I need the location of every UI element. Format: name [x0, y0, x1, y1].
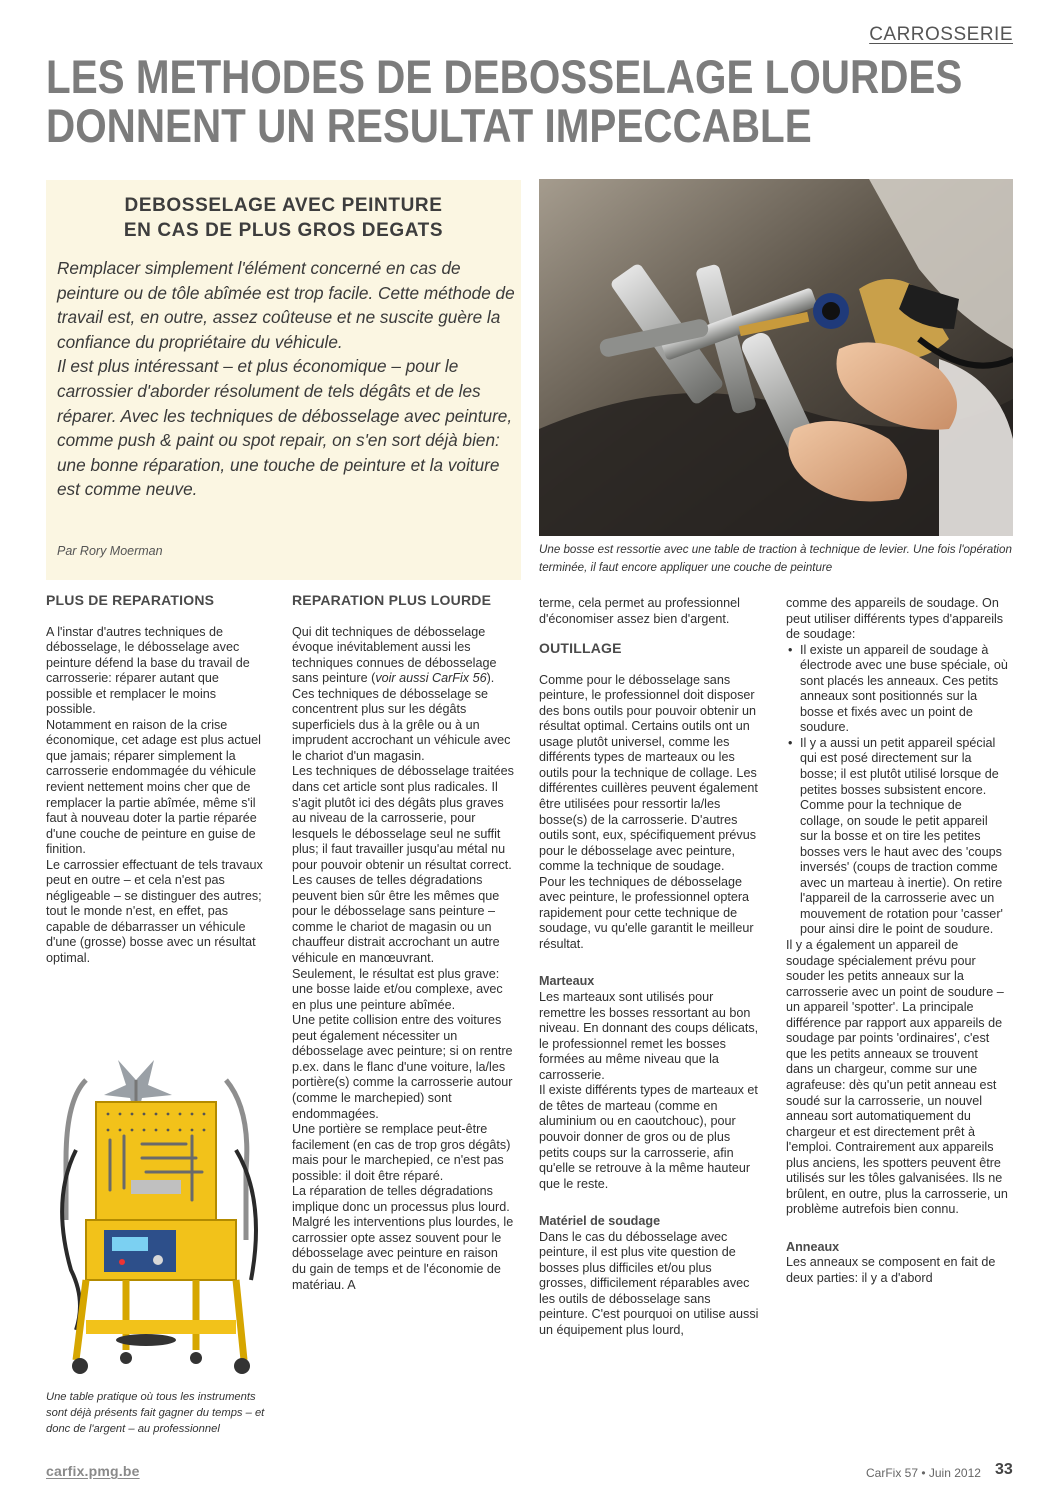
col2-paragraph-8: Malgré les interventions plus lourdes, le carrossier opte assez souvent pour le débosselage avec peinture en raison du gain de temps et de l'économie de matériau. A [292, 1215, 514, 1292]
headline-line-2: DONNENT UN RESULTAT IMPECCABLE [46, 99, 812, 152]
intro-title-line-1: DEBOSSELAGE AVEC PEINTURE [124, 195, 443, 216]
col2-paragraph-4: Seulement, le résultat est plus grave: une bosse laide et/ou complexe, avec en plus une peinture abîmée. [292, 966, 503, 1012]
col3-heading: OUTILLAGE [539, 640, 622, 657]
subheading-marteaux: Marteaux [539, 974, 595, 989]
col2-paragraph-2: Les techniques de débosselage traitées dans cet article sont plus radicales. Il s'agit plutôt ici des dégâts plus graves au niveau de la carrosserie, pour lesquels le débosselage seul ne suffit plus; il faut travailler jusqu'au métal nu pour pouvoir obtenir un résultat correct. [292, 764, 514, 872]
col3-paragraph-3: Les marteaux sont utilisés pour remettre les bosses ressortant au bon niveau. En donnant des coups délicats, le professionnel remet les bosses formées au même niveau que la carrosserie. [539, 990, 759, 1082]
footer-website-link[interactable]: carfix.pmg.be [46, 1463, 140, 1479]
page-number: 33 [995, 1461, 1013, 1478]
bullet-dot: • [788, 735, 793, 750]
intro-paragraph-2: Il est plus intéressant – et plus économique – pour le carrossier d'aborder résolument de tels dégâts et de les réparer. Avec les techniques de débosselage avec peinture, comme push & paint ou spot repair, on s'en sort déjà bien: une bonne réparation, une touche de peinture et la voiture est comme neuve. [57, 356, 513, 500]
subheading-materiel-de-soudage: Matériel de soudage [539, 1214, 661, 1229]
headline [46, 50, 963, 152]
bullet-text-1: Il existe un appareil de soudage à électrode avec une buse spéciale, où sont placés les anneaux. Ces petits anneaux sont positionnés sur la bosse et fixés avec un point de soudure. [800, 642, 1008, 735]
bullet-item-1 [786, 643, 1008, 736]
headline-line-1: LES METHODES DE DEBOSSELAGE LOURDES [46, 50, 963, 103]
col3-paragraph-5: Dans le cas du débosselage avec peinture, il est plus vite question de bosses plus difficiles et/ou plus grosses, difficilement réparables avec les outils de débosselage sans peinture. C'est pourquoi on utilise aussi un équipement plus lourd, [539, 1229, 759, 1337]
spacer [539, 952, 761, 974]
col3-paragraph-2: Pour les techniques de débosselage avec peinture, le professionnel optera rapidement pour cette technique de soudage, vu qu'elle garantit le meilleur résultat. [539, 874, 754, 951]
col3-paragraph-1: Comme pour le débosselage sans peinture, le professionnel doit disposer des bons outils pour pouvoir obtenir un résultat optimal. Certains outils ont un usage plutôt universel, comme les différents types de marteaux ou les outils pour la technique de collage. Les différentes cuillères peuvent également être utilisées pour ressortir la/les bosse(s) de la carrosserie. D'autres outils sont, eux, spécifiquement prévus pour le débosselage avec peinture, comme la technique de soudage. [539, 672, 758, 874]
intro-title [46, 193, 521, 243]
footer-issue: CarFix 57 • Juin 2012 [866, 1466, 981, 1480]
rig-caption: Une table pratique où tous les instruments sont déjà présents fait gagner du temps – et donc de l'argent – au professionnel [46, 1391, 265, 1435]
col1-paragraph-2: Notamment en raison de la crise économique, cet adage est plus actuel que jamais; réparer simplement la carrosserie endommagée du véhicule revient nettement moins cher que de remplacer la partie abîmée, même s'il faut à nouveau doter la partie réparée d'une couche de peinture en guise de finition. [46, 717, 261, 857]
col2-p1-text-b: ). Ces techniques de débosselage se concentrent plus sur les dégâts superficiels dus à la grêle ou à un imprudent accrochant un véhicule avec le chariot d'un magasin. [292, 671, 511, 763]
bullet-dot: • [788, 642, 793, 657]
spacer [539, 627, 761, 641]
section-tag: CARROSSERIE [869, 24, 1013, 45]
col2-p1-text-a: Qui dit techniques de débosselage évoque inévitablement aussi les techniques connues de débosselage sans peinture ( [292, 624, 497, 686]
column-3 [539, 596, 761, 1339]
col4-paragraph-2: Les anneaux se composent en fait de deux parties: il y a d'abord [786, 1255, 996, 1285]
column-1 [46, 593, 268, 967]
spacer [786, 1218, 1008, 1240]
col1-paragraph-3: Le carrossier effectuant de tels travaux peut en outre – et cela n'est pas négligeable – se distinguer des autres; tout le monde n'est, en effet, pas capable de débarrasser un véhicule d'une (grosse) bosse avec un résultat optimal. [46, 857, 263, 966]
col1-paragraph-1: A l'instar d'autres techniques de débosselage, le débosselage avec peinture défend la base du travail de carrosserie: réparer autant que possible et remplacer le moins possible. [46, 624, 250, 717]
col2-paragraph-6: Une portière se remplace peut-être facilement (en cas de trop gros dégâts) mais pour le marchepied, ce n'est pas possible: il doit être réparé. [292, 1122, 511, 1183]
column-2 [292, 593, 514, 1293]
col3-paragraph-0: terme, cela permet au professionnel d'économiser assez bien d'argent. [539, 596, 740, 626]
col2-paragraph-7: La réparation de telles dégradations implique donc un processus plus lourd. [292, 1184, 510, 1214]
col2-heading: REPARATION PLUS LOURDE [292, 592, 492, 608]
col2-paragraph-3: Les causes de telles dégradations peuvent bien sûr être les mêmes que pour le débosselage sans peinture – comme le chariot de magasin ou un chauffeur distrait accrochant un autre véhicule en manœuvrant. [292, 873, 500, 966]
photo-illustration [539, 179, 1013, 536]
photo-caption: Une bosse est ressortie avec une table de traction à technique de levier. Une fois l'opération terminée, il faut encore appliquer une couche de peinture [539, 543, 1012, 574]
intro-text [57, 256, 517, 502]
spacer [539, 1192, 761, 1214]
intro-title-line-2: EN CAS DE PLUS GROS DEGATS [123, 220, 444, 241]
dent-repair-station-photo [46, 1040, 268, 1380]
col1-heading: PLUS DE REPARATIONS [46, 592, 215, 608]
intro-paragraph-1: Remplacer simplement l'élément concerné en cas de peinture ou de tôle abîmée est trop facile. Cette méthode de travail est, en outre, assez coûteuse et ne suscite guère la confiance du propriétaire du véhicule. [57, 258, 515, 352]
col4-paragraph-1: Il y a également un appareil de soudage spécialement prévu pour souder les petits anneaux sur la carrosserie avec un point de soudure – un appareil 'spotter'. La principale différence par rapport aux appareils de soudage par points 'ordinaires', c'est que les petits anneaux se trouvent dans un chargeur, comme sur une agrafeuse: dès qu'un petit anneau est soudé sur la carrosserie, un nouvel anneau sort automatiquement du chargeur et est directement prêt à l'emploi. Contrairement aux appareils plus anciens, les spotters peuvent être utilisés sur les tôles galvanisées. Ils ne brûlent, en outre, plus la carrosserie, un problème autrefois bien connu. [786, 938, 1008, 1217]
col2-paragraph-5: Une petite collision entre des voitures peut également nécessiter un débosselage avec peinture; si on rentre p.ex. dans le flanc d'une voiture, la/les portière(s) comme la carrosserie autour (comme le marchepied) sont endommagées. [292, 1013, 513, 1121]
subheading-anneaux: Anneaux [786, 1239, 840, 1254]
carfix-reference: voir aussi CarFix 56 [375, 671, 487, 686]
column-4 [786, 596, 1008, 1287]
byline: Par Rory Moerman [57, 544, 163, 558]
bullet-text-2: Il y a aussi un petit appareil spécial qui est posé directement sur la bosse; il est plutôt utilisé lorsque de petites bosses subsistent encore. Comme pour la technique de collage, on soude le petit appareil sur la bosse et on tire les petites bosses vers le haut avec des 'coups inversés' (coups de traction comme avec un marteau à inertie). On retire l'appareil de la carrosserie avec un mouvement de rotation pour 'casser' pour ainsi dire le point de soudure. [800, 735, 1003, 937]
col3-paragraph-4: Il existe différents types de marteaux et de têtes de marteau (comme en aluminium ou en caoutchouc), pour pouvoir donner de gros ou de plus petits coups sur la carrosserie, afin qu'elle se retrouve à la même hauteur que le reste. [539, 1083, 758, 1191]
col2-paragraph-1 [292, 625, 514, 765]
bullet-item-2 [786, 736, 1008, 938]
col4-paragraph-0: comme des appareils de soudage. On peut utiliser différents types d'appareils de soudage: [786, 596, 1004, 642]
dent-pulling-photo [539, 179, 1013, 536]
rig-illustration [46, 1040, 268, 1380]
